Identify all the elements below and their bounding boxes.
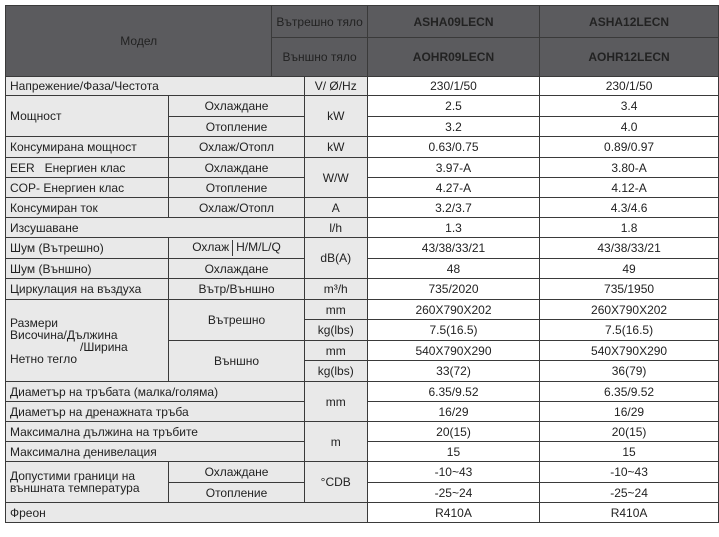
indoor-weight-2: 7.5(16.5) xyxy=(540,320,719,341)
elevation-2: 15 xyxy=(540,442,719,462)
power-value-2: 230/1/50 xyxy=(540,77,719,96)
pipe-diam-label: Диаметър на тръбата (малка/голяма) xyxy=(6,382,305,402)
cop-sub: Отопление xyxy=(169,178,304,198)
outdoor-model-2: AOHR12LECN xyxy=(540,38,719,77)
outdoor-weight-1: 33(72) xyxy=(367,361,539,382)
temp-heating-1: -25~24 xyxy=(367,483,539,503)
indoor-model-2: ASHA12LECN xyxy=(540,6,719,38)
consumed-power-2: 0.89/0.97 xyxy=(540,137,719,158)
noise-indoor-2: 43/38/33/21 xyxy=(540,238,719,259)
consumed-power-unit: kW xyxy=(304,137,367,158)
capacity-cooling-label: Охлаждане xyxy=(169,96,304,117)
noise-outdoor-label: Шум (Външно) xyxy=(6,259,169,279)
power-unit: V/ Ø/Hz xyxy=(304,77,367,96)
eer-value-1: 3.97-A xyxy=(367,158,539,178)
dimensions-outdoor-weight-unit: kg(lbs) xyxy=(304,361,367,382)
indoor-size-1: 260X790X202 xyxy=(367,300,539,320)
noise-indoor-sub xyxy=(169,238,304,259)
dehumid-value-2: 1.8 xyxy=(540,218,719,238)
elevation-1: 15 xyxy=(367,442,539,462)
dehumid-unit: l/h xyxy=(304,218,367,238)
outdoor-size-2: 540X790X290 xyxy=(540,341,719,361)
airflow-label: Циркулация на въздуха xyxy=(6,279,169,300)
temp-cooling-2: -10~43 xyxy=(540,462,719,483)
noise-indoor-sub2: H/M/L/Q xyxy=(236,240,281,255)
dehumid-label: Изсушаване xyxy=(6,218,305,238)
dimensions-label-line4: Нетно тегло xyxy=(10,351,78,366)
airflow-unit: m³/h xyxy=(304,279,367,300)
pipe-unit: mm xyxy=(304,382,367,422)
dimensions-label xyxy=(6,300,169,382)
consumed-power-sub: Охлаж/Отопл xyxy=(169,137,304,158)
refrigerant-label: Фреон xyxy=(6,503,368,523)
outdoor-unit-header: Външно тяло xyxy=(272,38,367,77)
power-value-1: 230/1/50 xyxy=(367,77,539,96)
temp-range-label xyxy=(6,462,169,503)
dimensions-indoor-weight-unit: kg(lbs) xyxy=(304,320,367,341)
indoor-weight-1: 7.5(16.5) xyxy=(367,320,539,341)
temp-cooling-1: -10~43 xyxy=(367,462,539,483)
cop-value-2: 4.12-A xyxy=(540,178,719,198)
efficiency-unit: W/W xyxy=(304,158,367,198)
cop-label: COP- Енергиен клас xyxy=(6,178,169,198)
eer-sub: Охлаждане xyxy=(169,158,304,178)
pipe-diam-1: 6.35/9.52 xyxy=(367,382,539,402)
dimensions-indoor-size-unit: mm xyxy=(304,300,367,320)
refrigerant-2: R410A xyxy=(540,503,719,523)
noise-outdoor-1: 48 xyxy=(367,259,539,279)
noise-indoor-1: 43/38/33/21 xyxy=(367,238,539,259)
dimensions-indoor-label: Вътрешно xyxy=(169,300,304,341)
noise-indoor-label: Шум (Вътрешно) xyxy=(6,238,169,259)
consumed-power-label: Консумирана мощност xyxy=(6,137,169,158)
current-value-2: 4.3/4.6 xyxy=(540,198,719,218)
indoor-size-2: 260X790X202 xyxy=(540,300,719,320)
temp-cooling-label: Охлаждане xyxy=(169,462,304,483)
capacity-heating-2: 4.0 xyxy=(540,117,719,137)
power-label: Напрежение/Фаза/Честота xyxy=(6,77,305,96)
capacity-unit: kW xyxy=(304,96,367,137)
outdoor-model-1: AOHR09LECN xyxy=(367,38,539,77)
drain-diam-1: 16/29 xyxy=(367,402,539,422)
eer-value-2: 3.80-A xyxy=(540,158,719,178)
dimensions-outdoor-label: Външно xyxy=(169,341,304,382)
capacity-label: Мощност xyxy=(6,96,169,137)
noise-outdoor-2: 49 xyxy=(540,259,719,279)
airflow-sub: Вътр/Външно xyxy=(169,279,304,300)
model-header: Модел xyxy=(6,6,272,77)
outdoor-weight-2: 36(79) xyxy=(540,361,719,382)
dimensions-label-line3: /Ширина xyxy=(80,339,128,354)
pipe-length-2: 20(15) xyxy=(540,422,719,442)
dehumid-value-1: 1.3 xyxy=(367,218,539,238)
pipe-diam-2: 6.35/9.52 xyxy=(540,382,719,402)
current-sub: Охлаж/Отопл xyxy=(169,198,304,218)
length-unit: m xyxy=(304,422,367,462)
indoor-model-1: ASHA09LECN xyxy=(367,6,539,38)
current-value-1: 3.2/3.7 xyxy=(367,198,539,218)
temp-heating-label: Отопление xyxy=(169,483,304,503)
refrigerant-1: R410A xyxy=(367,503,539,523)
drain-diam-2: 16/29 xyxy=(540,402,719,422)
pipe-length-label: Максимална дължина на тръбите xyxy=(6,422,305,442)
capacity-cooling-2: 3.4 xyxy=(540,96,719,117)
capacity-heating-1: 3.2 xyxy=(367,117,539,137)
temp-unit: °CDB xyxy=(304,462,367,503)
eer-label: EER Енергиен клас xyxy=(6,158,169,178)
pipe-length-1: 20(15) xyxy=(367,422,539,442)
drain-diam-label: Диаметър на дренажната тръба xyxy=(6,402,305,422)
indoor-unit-header: Вътрешно тяло xyxy=(272,6,367,38)
outdoor-size-1: 540X790X290 xyxy=(367,341,539,361)
elevation-label: Максимална денивелация xyxy=(6,442,305,462)
dimensions-label-line1: Размери xyxy=(10,315,58,330)
airflow-value-2: 735/1950 xyxy=(540,279,719,300)
temp-range-label-line1: Допустими граници на xyxy=(10,469,136,483)
spec-table xyxy=(5,5,719,523)
temp-heating-2: -25~24 xyxy=(540,483,719,503)
current-label: Консумиран ток xyxy=(6,198,169,218)
consumed-power-1: 0.63/0.75 xyxy=(367,137,539,158)
dimensions-outdoor-size-unit: mm xyxy=(304,341,367,361)
capacity-heating-label: Отопление xyxy=(169,117,304,137)
noise-unit: dB(A) xyxy=(304,238,367,279)
airflow-value-1: 735/2020 xyxy=(367,279,539,300)
noise-indoor-sub1: Охлаж xyxy=(192,240,230,255)
current-unit: A xyxy=(304,198,367,218)
noise-outdoor-sub: Охлаждане xyxy=(169,259,304,279)
capacity-cooling-1: 2.5 xyxy=(367,96,539,117)
temp-range-label-line2: външната температура xyxy=(10,481,140,495)
dimensions-label-line2: Височина/Дължина xyxy=(10,327,118,342)
cop-value-1: 4.27-A xyxy=(367,178,539,198)
